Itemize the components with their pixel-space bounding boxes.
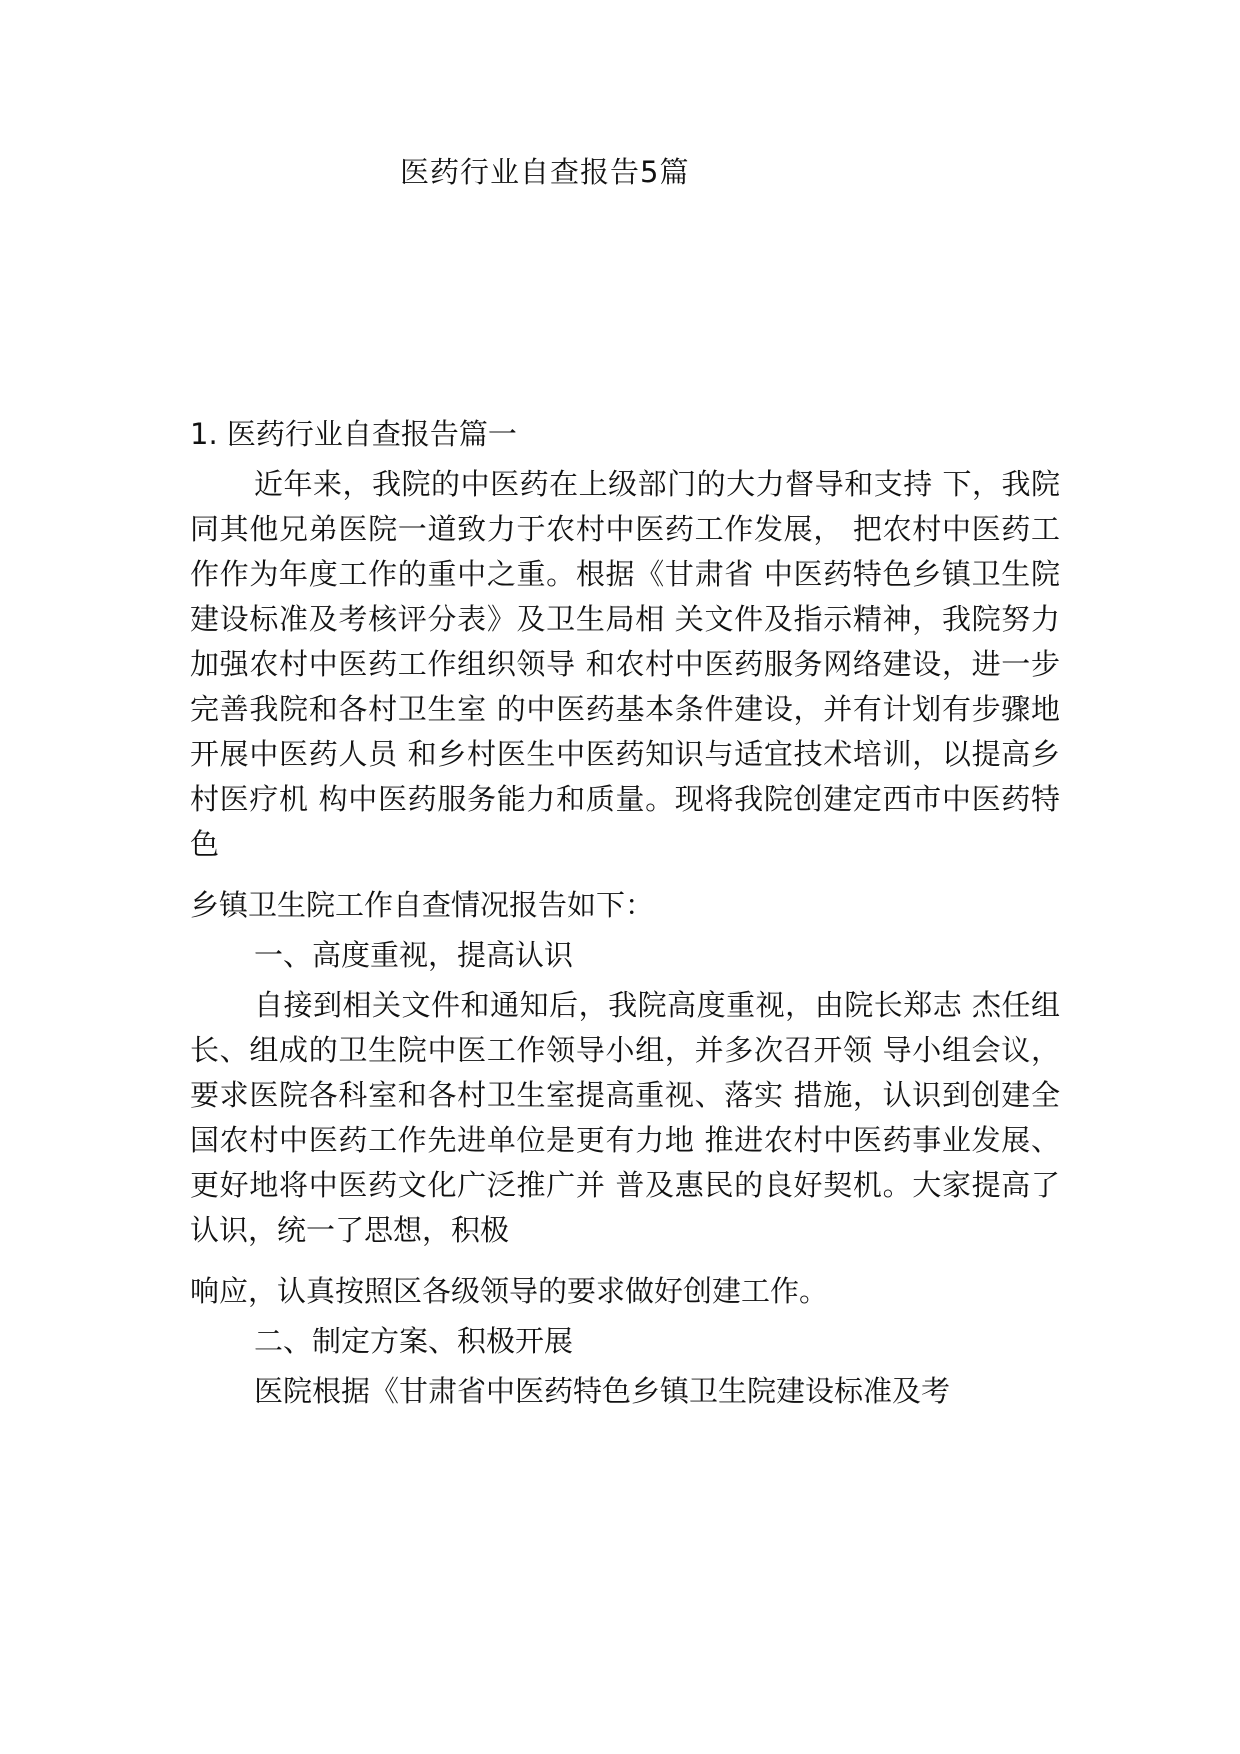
section-heading: 1. 医药行业自查报告篇一 [190, 417, 517, 451]
intro-paragraph-continued: 乡镇卫生院工作自查情况报告如下： [190, 888, 655, 922]
subheading-one: 一、高度重视，提高认识 [254, 938, 574, 972]
paragraph-two-continued: 响应，认真按照区各级领导的要求做好创建工作。 [190, 1274, 829, 1308]
intro-paragraph: 近年来，我院的中医药在上级部门的大力督导和支持 下，我院同其他兄弟医院一道致力于农村中医药工作发展， 把农村中医药工作作为年度工作的重中之重。根据《甘肃省 中医药特色乡镇卫生院建设标准及考核评分表》及卫生局相 关文件及指示精神，我院努力加强农村中医药工作组织领导 和农村中医药服务网络建设，进一步完善我院和各村卫生室 的中医药基本条件建设，并有计划有步骤地开展中医药人员 和乡村医生中医药知识与适宜技术培训，以提高乡村医疗机 构中医药服务能力和质量。现将我院创建定西市中医药特色 [190, 467, 1060, 861]
subheading-two: 二、制定方案、积极开展 [254, 1324, 574, 1358]
document-body [190, 412, 1060, 1414]
document-title: 医药行业自查报告5篇 [400, 155, 690, 189]
paragraph-two: 自接到相关文件和通知后，我院高度重视，由院长郑志 杰任组长、组成的卫生院中医工作领导小组，并多次召开领 导小组会议，要求医院各科室和各村卫生室提高重视、落实 措施，认识到创建全国农村中医药工作先进单位是更有力地 推进农村中医药事业发展、更好地将中医药文化广泛推广并 普及惠民的良好契机。大家提高了认识，统一了思想，积极 [190, 988, 1060, 1247]
paragraph-three: 医院根据《甘肃省中医药特色乡镇卫生院建设标准及考 [254, 1374, 951, 1408]
